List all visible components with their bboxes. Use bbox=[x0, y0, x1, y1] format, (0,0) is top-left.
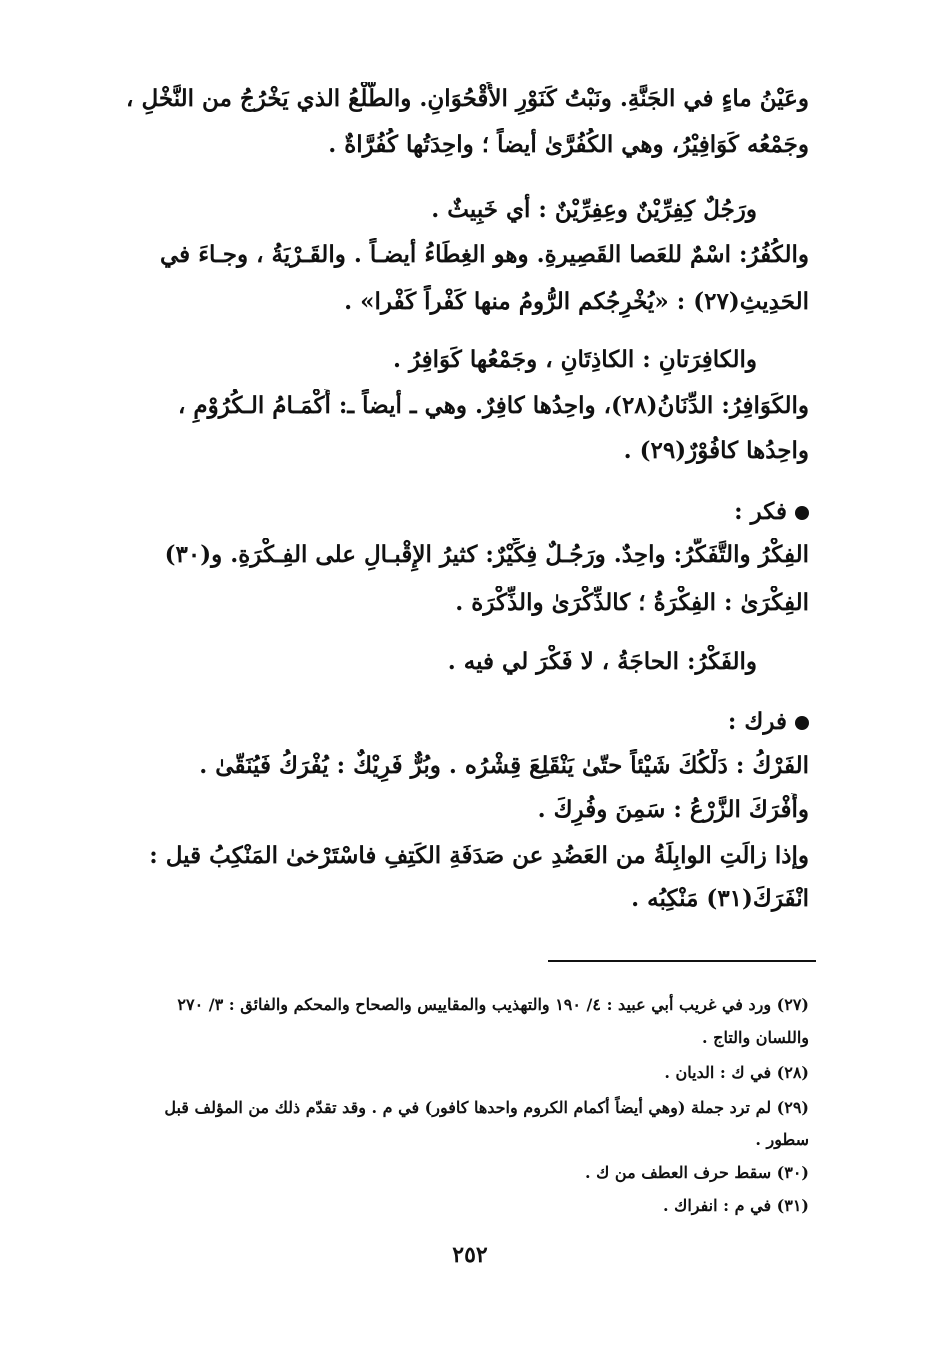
body-line-9: الفِكْرُ والتَّفَكُّرُ: واحِدٌ. ورَجُـلٌ فِكِّيْرٌ: كثيرُ الإِقْبـالِ على الفِـكْرَةِ. و(٣٠) bbox=[164, 541, 809, 568]
body-line-14: وإذا زالَتِ الوابِلَةُ من العَضُدِ عن صَدَفَةِ الكَتِفِ فاسْتَرْخىٰ المَنْكِبُ قيل : bbox=[149, 842, 809, 869]
page-number: ٢٥٢ bbox=[452, 1242, 488, 1268]
body-line-10: الفِكْرَىٰ : الفِكْرَةُ ؛ كالذِّكْرَىٰ والذِّكْرَة . bbox=[455, 589, 809, 616]
heading-frk-text: فرك : bbox=[727, 708, 787, 735]
footnote-separator bbox=[548, 960, 816, 962]
body-line-3: ورَجُلٌ كِفِرِّيْنٌ وعِفِرِّيْنٌ : أي خَبِيثٌ . bbox=[431, 196, 757, 223]
bullet-icon bbox=[795, 716, 809, 730]
section-heading-fkr bbox=[109, 495, 809, 529]
body-line-12: الفَرْكُ : دَلْكُكَ شَيْئاً حتّىٰ يَنْقَلِعَ قِشْرُه . وبُرٌّ فَرِيْكٌ : يُفْرَكُ فَيُنَقّىٰ . bbox=[199, 752, 809, 779]
body-line-6: والكافِرَتانِ : الكاذِتَانِ ، وجَمْعُها كَوَافِرُ . bbox=[392, 346, 757, 373]
bullet-icon bbox=[795, 506, 809, 520]
footnote-29: (٢٩) لم ترد جملة (وهي أيضاً أكمام الكروم واحدها كافور) في م . وقد تقدّم ذلك من المؤلف قبل bbox=[164, 1098, 809, 1117]
heading-fkr-text: فكر : bbox=[734, 498, 787, 525]
footnote-27-cont: واللسان والتاج . bbox=[701, 1028, 809, 1047]
body-line-8: واحِدُها كافُوْرٌ(٢٩) . bbox=[623, 437, 809, 464]
footnote-29-cont: سطور . bbox=[755, 1130, 809, 1149]
body-line-13: وأَفْرَكَ الزَّرْعُ : سَمِنَ وفُرِكَ . bbox=[537, 796, 809, 823]
body-line-1: وعَيْنُ ماءٍ في الجَنَّةِ. ونَبْتُ كَنَوْرِ الأُقْحُوَانِ. والطَّلْعُ الذي يَخْرُجُ من النَّخْلِ ، bbox=[126, 85, 809, 112]
body-line-7: والكَوَافِرُ: الدِّنَانُ(٢٨)، واحِدُها كافِرٌ. وهي ـ أيضاً ـ: أَكْمَـامُ الـكُرُوْمِ ، bbox=[177, 392, 809, 419]
body-line-11: والفَكْرُ: الحاجَةُ ، لا فَكْرَ لي فيه . bbox=[447, 648, 757, 675]
body-line-5: الحَدِيثِ(٢٧) : «يُخْرِجُكم الرُّومُ منها كَفْراً كَفْرا» . bbox=[344, 288, 809, 315]
footnote-28: (٢٨) في ك : الديان . bbox=[664, 1063, 809, 1082]
body-line-2: وجَمْعُه كَوَافِيْرُ، وهي الكُفُرَّىٰ أيضاً ؛ واحِدَتُها كُفُرَّاةٌ . bbox=[328, 131, 809, 158]
section-heading-frk bbox=[109, 705, 809, 739]
footnote-30: (٣٠) سقط حرف العطف من ك . bbox=[585, 1163, 809, 1182]
footnote-31: (٣١) في م : انفراك . bbox=[662, 1196, 809, 1215]
body-line-4: والكُفُرُ: اسْمٌ للعَصا القَصِيرةِ. وهو الغِطَاءُ أيضـاً . والقَـرْيَةُ ، وجـاءَ في bbox=[160, 241, 809, 268]
footnote-27: (٢٧) ورد في غريب أبي عبيد : ٤/ ١٩٠ والتهذيب والمقاييس والصحاح والمحكم والفائق : ٣/ ٢٧٠ bbox=[177, 995, 809, 1014]
body-line-15: انْفَرَكَ(٣١) مَنْكِبُه . bbox=[631, 885, 809, 912]
